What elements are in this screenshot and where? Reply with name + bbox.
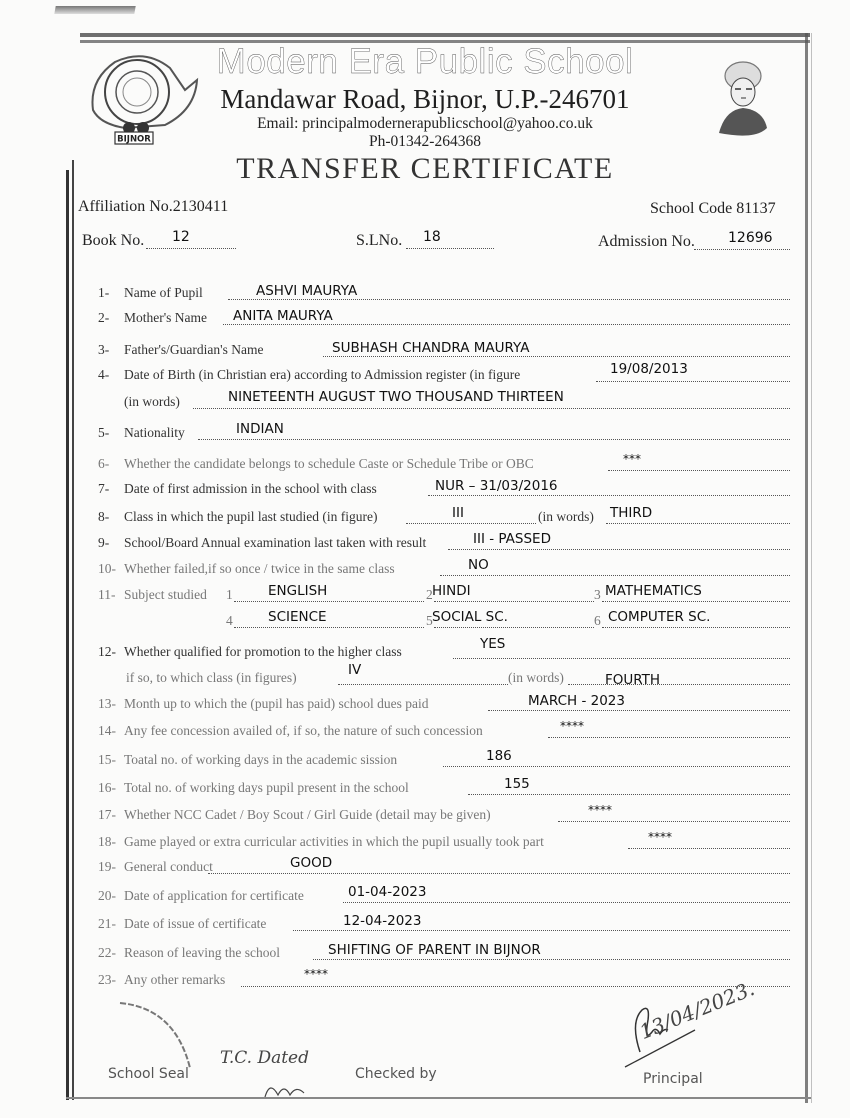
field-last-class: 8- Class in which the pupil last studied (in figure) III (in words) THIRD	[98, 505, 790, 527]
tc-dated-note: T.C. Dated	[220, 1048, 309, 1068]
father-name-value: SUBHASH CHANDRA MAURYA	[332, 340, 530, 356]
field-promotion-class: if so, to which class (in figures) IV (in words) FOURTH	[98, 666, 790, 688]
checked-by-label: Checked by	[355, 1066, 437, 1082]
school-code: School Code 81137	[650, 200, 776, 217]
sl-no-value: 18	[423, 229, 441, 245]
field-first-admission: 7- Date of first admission in the school with class NUR – 31/03/2016	[98, 477, 790, 499]
logo-text: BIJNOR	[117, 134, 151, 145]
admission-no-label: Admission No.	[598, 233, 695, 250]
field-pupil-name: 1- Name of Pupil ASHVI MAURYA	[98, 281, 790, 303]
nationality-value: INDIAN	[236, 421, 284, 437]
subject-3: MATHEMATICS	[605, 583, 702, 599]
field-activities: 18- Game played or extra curricular activities in which the pupil usually took part ****	[98, 830, 790, 852]
top-border	[80, 33, 810, 37]
field-issue-date: 21- Date of issue of certificate 12-04-2023	[98, 912, 790, 934]
promotion-class-figure-value: IV	[348, 662, 362, 678]
subject-5: SOCIAL SC.	[432, 609, 508, 625]
dob-figure-value: 19/08/2013	[610, 361, 688, 377]
subject-4: SCIENCE	[268, 609, 327, 625]
principal-signature-date: 13/04/2023.	[636, 976, 758, 1044]
subject-2: HINDI	[432, 583, 471, 599]
school-phone: Ph-01342-264368	[369, 133, 481, 150]
dues-paid-value: MARCH - 2023	[528, 693, 625, 709]
conduct-value: GOOD	[290, 855, 333, 871]
last-class-words-value: THIRD	[610, 505, 653, 521]
left-border-inner	[72, 160, 74, 1100]
school-seal-label: School Seal	[108, 1066, 189, 1082]
last-class-figure-value: III	[452, 505, 464, 521]
field-father-name: 3- Father's/Guardian's Name SUBHASH CHANDRA MAURYA	[98, 338, 790, 360]
field-promotion: 12- Whether qualified for promotion to the higher class YES	[98, 640, 790, 662]
school-address: Mandawar Road, Bijnor, U.P.-246701	[220, 84, 630, 114]
promotion-value: YES	[480, 636, 506, 652]
field-caste: 6- Whether the candidate belongs to schedule Caste or Schedule Tribe or OBC ***	[98, 452, 790, 474]
ncc-value: ****	[588, 803, 612, 817]
leaving-reason-value: SHIFTING OF PARENT IN BIJNOR	[328, 942, 541, 958]
pupil-name-value: ASHVI MAURYA	[256, 283, 358, 299]
book-no-dots	[146, 248, 236, 249]
promotion-class-words-value: FOURTH	[605, 672, 661, 688]
mother-name-value: ANITA MAURYA	[233, 308, 333, 324]
field-fee-concession: 14- Any fee concession availed of, if so, the nature of such concession ****	[98, 719, 790, 741]
field-subjects-row1: 11- Subject studied 1 ENGLISH 2 HINDI 3 MATHEMATICS	[98, 583, 790, 605]
book-no-value: 12	[172, 229, 190, 245]
first-admission-value: NUR – 31/03/2016	[435, 478, 558, 494]
subject-6: COMPUTER SC.	[608, 609, 711, 625]
field-other-remarks: 23- Any other remarks ****	[98, 968, 790, 990]
admission-no-value: 12696	[728, 230, 773, 246]
field-last-exam: 9- School/Board Annual examination last taken with result III - PASSED	[98, 531, 790, 553]
application-date-value: 01-04-2023	[348, 884, 427, 900]
caste-value: ***	[623, 452, 641, 466]
activities-value: ****	[648, 830, 672, 844]
field-date-of-birth: 4- Date of Birth (in Christian era) according to Admission register (in figure 19/08/2013	[98, 363, 790, 385]
field-conduct: 19- General conduct GOOD	[98, 855, 790, 877]
field-dues-paid: 13- Month up to which the (pupil has paid) school dues paid MARCH - 2023	[98, 692, 790, 714]
principal-label: Principal	[643, 1071, 703, 1087]
fee-concession-value: ****	[560, 719, 584, 733]
dob-words-value: NINETEENTH AUGUST TWO THOUSAND THIRTEEN	[228, 389, 564, 405]
field-failed: 10- Whether failed,if so once / twice in the same class NO	[98, 557, 790, 579]
field-subjects-row2: 4 SCIENCE 5 SOCIAL SC. 6 COMPUTER SC.	[98, 609, 790, 631]
certificate-title: TRANSFER CERTIFICATE	[236, 152, 614, 185]
field-working-days: 15- Toatal no. of working days in the academic sission 186	[98, 748, 790, 770]
school-name: Modern Era Public School	[216, 42, 634, 81]
book-no-label: Book No.	[82, 232, 145, 249]
failed-value: NO	[468, 557, 489, 573]
subject-1: ENGLISH	[268, 583, 328, 599]
field-mother-name: 2- Mother's Name ANITA MAURYA	[98, 306, 790, 328]
left-border	[66, 170, 69, 1100]
last-exam-value: III - PASSED	[473, 531, 551, 547]
field-nationality: 5- Nationality INDIAN	[98, 421, 790, 443]
checker-signature-icon	[260, 1075, 320, 1105]
days-present-value: 155	[504, 776, 530, 792]
issue-date-value: 12-04-2023	[343, 913, 422, 929]
field-ncc: 17- Whether NCC Cadet / Boy Scout / Girl Guide (detail may be given) ****	[98, 803, 790, 825]
right-border-inner	[811, 33, 812, 1103]
school-email: Email: principalmodernerapublicschool@yahoo.co.uk	[257, 115, 593, 132]
right-border	[805, 33, 808, 1103]
sl-no-label: S.LNo.	[356, 232, 403, 249]
other-remarks-value: ****	[304, 967, 328, 981]
field-application-date: 20- Date of application for certificate 01-04-2023	[98, 884, 790, 906]
working-days-value: 186	[486, 748, 512, 764]
sl-no-dots	[406, 248, 494, 249]
school-seal-stamp	[80, 998, 200, 1118]
field-leaving-reason: 22- Reason of leaving the school SHIFTING OF PARENT IN BIJNOR	[98, 941, 790, 963]
field-dob-words: (in words) NINETEENTH AUGUST TWO THOUSAND THIRTEEN	[98, 390, 790, 412]
admission-no-dots	[694, 249, 790, 250]
field-days-present: 16- Total no. of working days pupil present in the school 155	[98, 776, 790, 798]
affiliation-number: Affiliation No.2130411	[78, 198, 229, 215]
page-corner-fold	[54, 6, 135, 14]
